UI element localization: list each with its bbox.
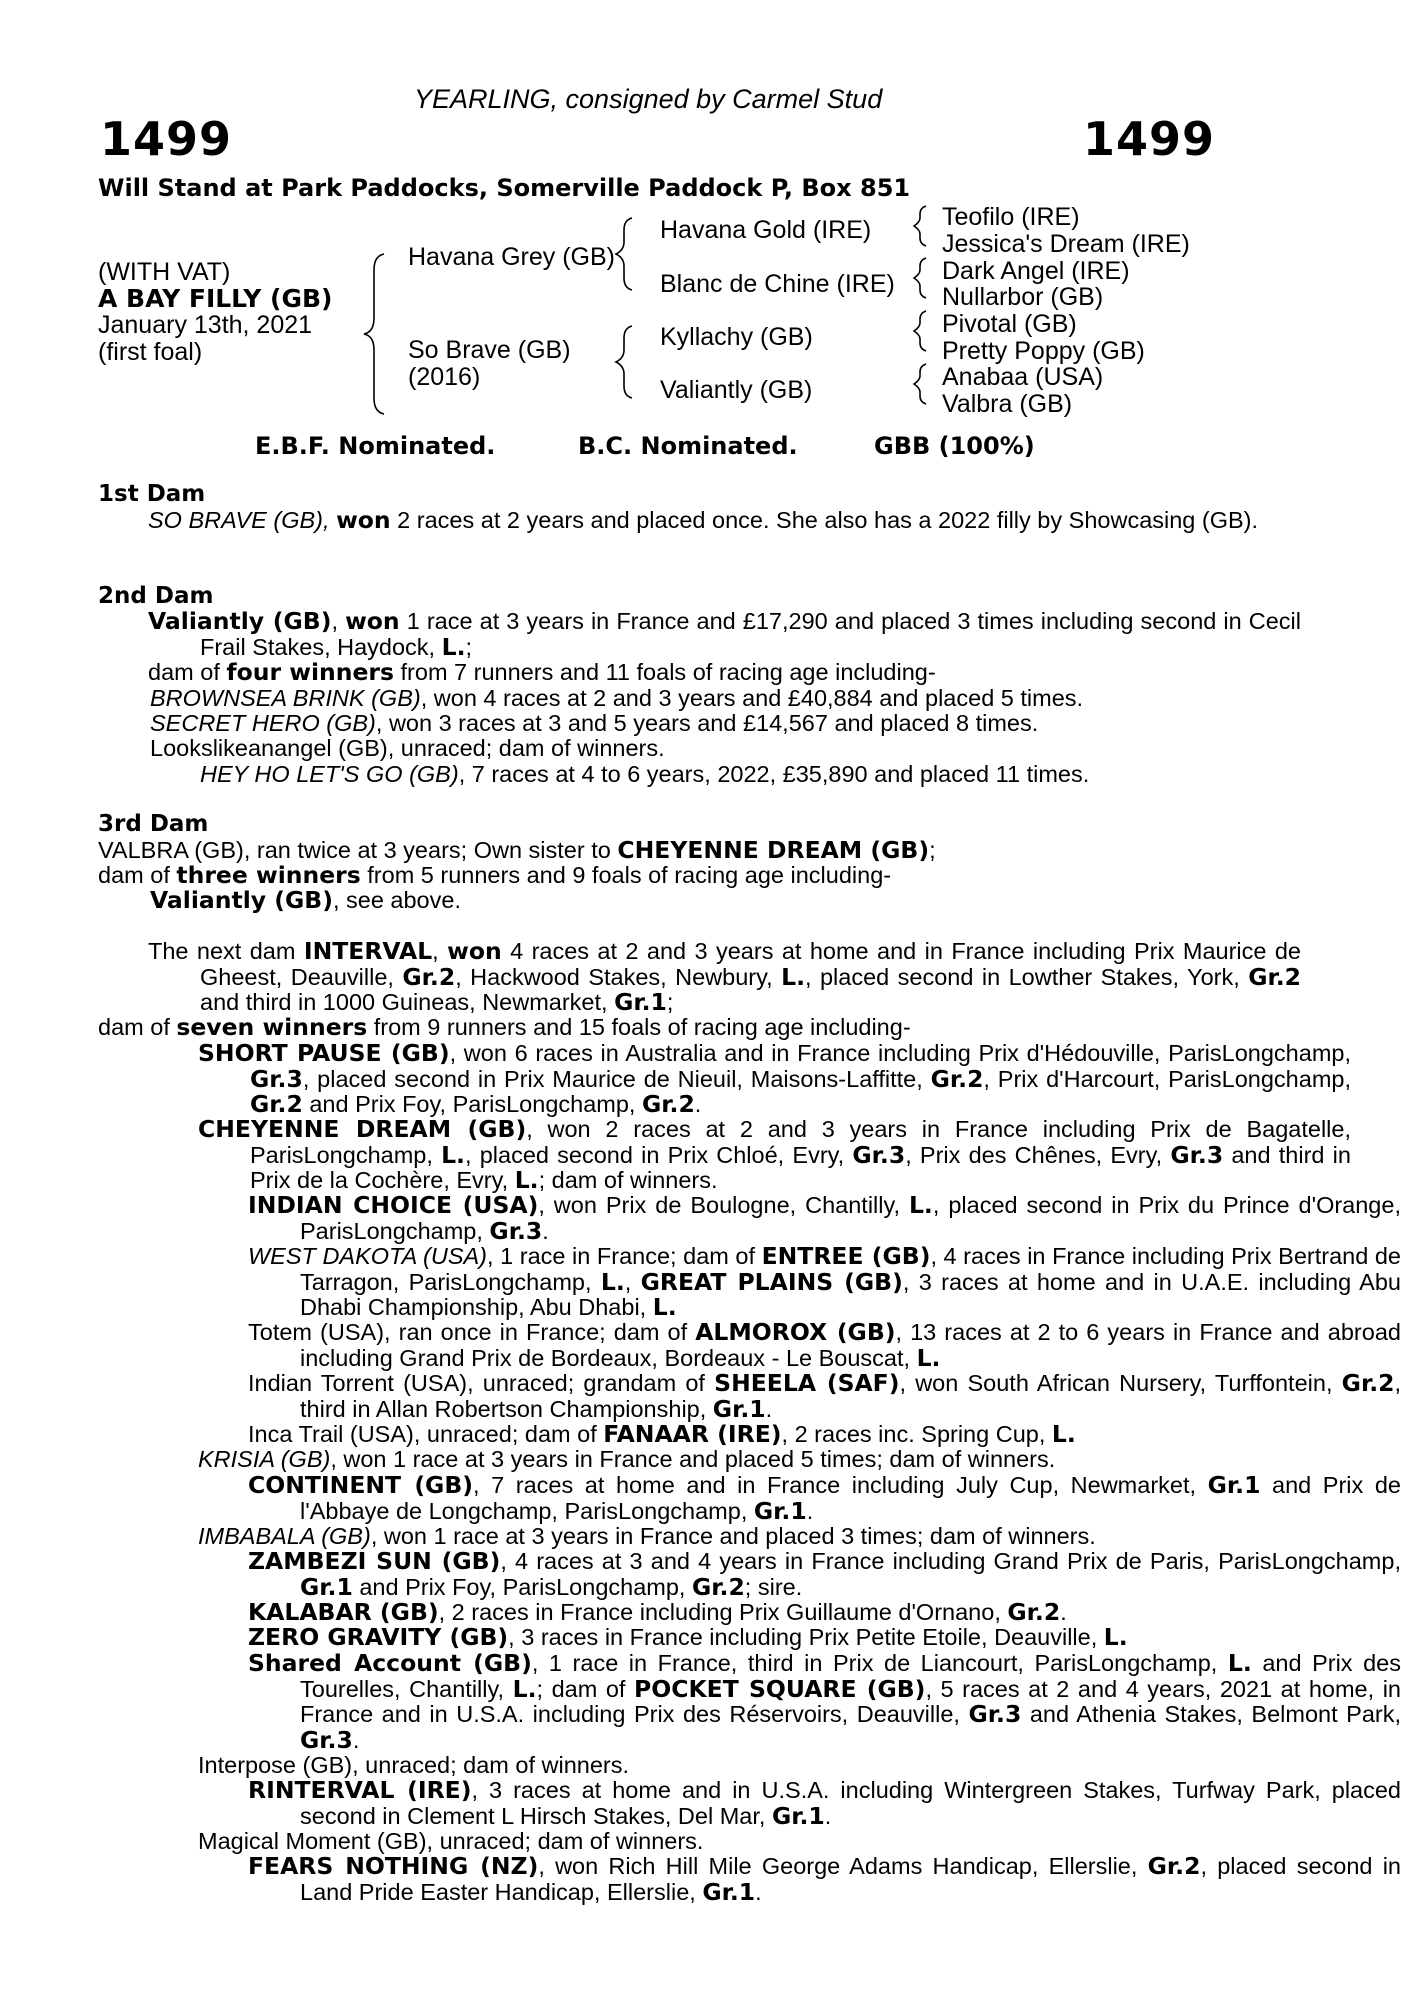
first-dam-heading: 1st Dam: [98, 481, 206, 507]
third-dam-heading: 3rd Dam: [98, 811, 209, 837]
grade: L.: [441, 1140, 465, 1169]
grade: Gr.2: [1248, 962, 1301, 991]
t: Magical Moment (GB), unraced; dam of winners.: [198, 1828, 704, 1854]
gen3-brace-1: [914, 206, 926, 246]
child-name: ENTREE (GB): [761, 1242, 931, 1270]
third-dam-child: [98, 888, 1251, 914]
t: Inca Trail (USA), unraced; dam of: [248, 1421, 604, 1447]
entry-fears-nothing: [98, 1854, 1401, 1905]
dam-of-suffix: from 9 runners and 15 foals of racing age including-: [367, 1014, 911, 1040]
t: and Prix de l'Abbaye de Longchamp, ParisLongchamp,: [300, 1472, 1401, 1524]
entry-imbabala: [98, 1524, 1351, 1550]
first-dam-detail: 2 races at 2 years and placed once. She also has a 2022 filly by Showcasing (GB).: [390, 507, 1259, 533]
third-dam-detail: VALBRA (GB), ran twice at 3 years; Own sister to: [98, 837, 618, 863]
t: and Prix Foy, ParisLongchamp,: [352, 1573, 692, 1600]
parents-brace: [364, 254, 384, 414]
t: .: [352, 1726, 360, 1753]
grade: Gr.3: [968, 1700, 1022, 1728]
entry-name: CONTINENT (GB): [248, 1471, 473, 1499]
t: , 1 race in France, third in Prix de Liancourt, ParisLongchamp,: [531, 1650, 1228, 1676]
t: , Prix d'Harcourt, ParisLongchamp,: [983, 1065, 1351, 1092]
produce-name: HEY HO LET'S GO (GB): [200, 761, 459, 787]
grade: Gr.3: [250, 1064, 303, 1093]
child-name: ALMOROX (GB): [695, 1318, 896, 1346]
gen3-brace-3: [914, 311, 926, 351]
gen3-1: Teofilo (IRE): [942, 203, 1080, 231]
produce-name: SECRET HERO (GB): [150, 710, 376, 736]
t: , 3 races at home and in U.A.E. including Abu Dhabi Championship, Abu Dhabi,: [300, 1268, 1401, 1320]
t: ;: [666, 989, 674, 1015]
child-name: SHEELA (SAF): [714, 1369, 900, 1397]
dam-of-prefix: dam of: [98, 862, 177, 888]
child-name: GREAT PLAINS (GB): [640, 1267, 903, 1296]
child-name: POCKET SQUARE (GB): [634, 1674, 926, 1703]
t: , 4 races at 3 and 4 years in France including Grand Prix de Paris, ParisLongchamp,: [500, 1548, 1401, 1574]
t: and Prix Foy, ParisLongchamp,: [302, 1091, 642, 1117]
t: , 4 races in France including Prix Bertrand de Tarragon, ParisLongchamp,: [300, 1243, 1401, 1295]
gen3-3: Dark Angel (IRE): [942, 257, 1130, 285]
sep: ,: [432, 938, 448, 964]
t: , 2 races inc. Spring Cup,: [781, 1421, 1052, 1447]
grade: Gr.3: [489, 1216, 543, 1245]
t: , placed second in Prix Maurice de Nieuil, Maisons-Laffitte,: [302, 1065, 931, 1092]
first-dam-won: won: [336, 506, 391, 534]
entry-name: RINTERVAL (IRE): [248, 1776, 472, 1804]
produce-name: BROWNSEA BRINK (GB): [150, 685, 421, 711]
t: .: [765, 1395, 773, 1422]
t: and Athenia Stakes, Belmont Park,: [1021, 1701, 1401, 1727]
t: .: [542, 1217, 549, 1244]
t: .: [806, 1497, 814, 1524]
dam-of-prefix: dam of: [148, 659, 227, 685]
vat-note: (WITH VAT): [98, 258, 231, 286]
grade: Gr.1: [702, 1877, 756, 1906]
third-dam-end: ;: [929, 837, 936, 863]
entry-magical-moment: [98, 1829, 1351, 1855]
t: , 3 races in France including Prix Petite Etoile, Deauville,: [508, 1624, 1104, 1650]
consignment-line: YEARLING, consigned by Carmel Stud: [414, 84, 883, 114]
entry-name: KALABAR (GB): [248, 1598, 439, 1626]
t: , 5 races at 2 and 4 years, 2021 at home, in France and in U.S.A. including Prix des Réservoirs, Deauville,: [300, 1675, 1401, 1727]
entry-name: INDIAN CHOICE (USA): [248, 1191, 539, 1219]
t: , placed second in Prix du Prince d'Orange, ParisLongchamp,: [300, 1192, 1401, 1244]
t: .: [694, 1091, 702, 1117]
t: Interpose (GB), unraced; dam of winners.: [198, 1752, 630, 1778]
t: , third in Allan Robertson Championship,: [300, 1370, 1401, 1422]
t: Indian Torrent (USA), unraced; grandam of: [248, 1370, 715, 1396]
grade: Gr.2: [1007, 1598, 1061, 1626]
ebf-nominated: E.B.F. Nominated.: [255, 432, 496, 460]
gen3-5: Pivotal (GB): [942, 310, 1077, 338]
entry-totem: [98, 1320, 1401, 1371]
t: , 13 races at 2 to 6 years in France and abroad including Grand Prix de Bordeaux, Bordeaux - Le Bouscat,: [300, 1319, 1401, 1371]
entry-kalabar: [98, 1600, 1401, 1626]
gen3-4: Nullarbor (GB): [942, 283, 1104, 311]
sire-sire: Havana Gold (IRE): [660, 216, 872, 244]
entry-name: SHORT PAUSE (GB): [198, 1039, 450, 1067]
gen3-6: Pretty Poppy (GB): [942, 337, 1145, 365]
entry-name: ZERO GRAVITY (GB): [248, 1623, 509, 1651]
t: , Hackwood Stakes, Newbury,: [455, 963, 782, 990]
produce-detail: , 7 races at 4 to 6 years, 2022, £35,890 and placed 11 times.: [458, 761, 1090, 787]
grade: Gr.1: [614, 988, 667, 1016]
gen3-7: Anabaa (USA): [942, 363, 1104, 391]
entry-indian-torrent: [98, 1371, 1401, 1422]
grade: L.: [916, 1343, 941, 1372]
sire-dam: Blanc de Chine (IRE): [660, 270, 895, 298]
bc-nominated: B.C. Nominated.: [578, 432, 798, 460]
t: and third in Prix de la Cochère, Evry,: [250, 1141, 1351, 1193]
third-dam-dam-of: [98, 863, 1199, 889]
grade: L.: [1051, 1420, 1076, 1448]
t: , placed second in Prix Chloé, Evry,: [464, 1141, 853, 1168]
grade: Gr.2: [930, 1064, 984, 1093]
dam: So Brave (GB): [408, 336, 571, 364]
entry-zambezi-sun: [98, 1549, 1401, 1600]
t: ,: [624, 1268, 641, 1295]
produce-detail: , won 3 races at 3 and 5 years and £14,567 and placed 8 times.: [375, 710, 1039, 736]
t: , won Prix de Boulogne, Chantilly,: [538, 1192, 909, 1218]
next-dam-prefix: The next dam: [148, 938, 304, 964]
grade: L.: [600, 1267, 625, 1296]
second-dam-detail: 1 race at 3 years in France and £17,290 and placed 3 times including second in Cecil Frail Stakes, Haydock,: [200, 608, 1301, 660]
grade: Gr.3: [1170, 1140, 1224, 1169]
t: , won 1 race at 3 years in France and placed 3 times; dam of winners.: [370, 1523, 1096, 1549]
t: , 3 races at home and in U.S.A. including Wintergreen Stakes, Turfway Park, placed second in Clement L Hirsch Stakes, Del Mar,: [300, 1777, 1401, 1829]
t: ; sire.: [744, 1573, 803, 1600]
grade: L.: [1227, 1649, 1252, 1677]
entry-continent: [98, 1473, 1401, 1524]
sister-name: CHEYENNE DREAM (GB): [617, 836, 930, 864]
grade: L.: [1103, 1623, 1128, 1651]
second-dam-listed: L.: [441, 632, 466, 661]
entry-name: ZAMBEZI SUN (GB): [248, 1547, 501, 1575]
produce-brownsea: [98, 686, 1251, 712]
gen3-2: Jessica's Dream (IRE): [942, 230, 1190, 258]
first-dam-name: SO BRAVE (GB),: [148, 507, 330, 533]
t: .: [755, 1878, 762, 1905]
third-dam-text: [98, 838, 1199, 864]
t: ; dam of winners.: [538, 1167, 718, 1193]
next-dam-text: [98, 939, 1301, 1016]
grade: Gr.2: [402, 962, 456, 991]
dam-sire: Kyllachy (GB): [660, 323, 813, 351]
entry-zero-gravity: [98, 1625, 1401, 1651]
t: .: [1060, 1599, 1067, 1625]
sire-brace: [616, 218, 632, 290]
gen3-brace-2: [914, 258, 926, 298]
produce-name: Lookslikeanangel (GB), unraced; dam of winners.: [150, 735, 665, 761]
produce-secret-hero: [98, 711, 1251, 737]
dam-brace: [616, 326, 632, 398]
grade: L.: [514, 1166, 539, 1194]
next-dam-dam-of: [98, 1015, 1199, 1041]
t: , 2 races in France including Prix Guillaume d'Ornano,: [438, 1599, 1008, 1625]
grade: Gr.1: [1207, 1471, 1261, 1499]
child-detail: , see above.: [332, 887, 461, 913]
gen3-brace-4: [914, 364, 926, 404]
horse-name: A BAY FILLY (GB): [98, 284, 333, 313]
next-dam-name: INTERVAL: [303, 937, 433, 965]
first-dam-text: [98, 508, 1301, 534]
dam-of-prefix: dam of: [98, 1014, 177, 1040]
grade: Gr.2: [250, 1090, 303, 1118]
t: , won Rich Hill Mile George Adams Handicap, Ellerslie,: [538, 1853, 1148, 1879]
dam-of-suffix: from 5 runners and 9 foals of racing age including-: [360, 862, 892, 888]
grade: Gr.3: [300, 1725, 353, 1754]
grade: Gr.1: [712, 1394, 766, 1423]
lot-number-right: 1499: [1083, 112, 1216, 166]
second-dam-text: Valiantly (GB), won 1 race at 3 years in France and £17,290 and placed 3 times including second in Cecil Frail Stakes, Haydock, L.;: [148, 607, 1301, 661]
t: , placed second in Land Pride Easter Handicap, Ellerslie,: [300, 1853, 1401, 1905]
t: and third in 1000 Guineas, Newmarket,: [200, 989, 615, 1015]
horse-dob: January 13th, 2021: [98, 311, 313, 339]
t: , won 1 race at 3 years in France and placed 5 times; dam of winners.: [330, 1446, 1056, 1472]
entry-krisia: [98, 1447, 1351, 1473]
grade: Gr.1: [300, 1572, 353, 1601]
next-dam-won: won: [447, 937, 502, 965]
lot-number-left: 1499: [100, 112, 233, 166]
horse-note: (first foal): [98, 338, 203, 366]
grade: L.: [512, 1674, 537, 1703]
entry-inca-trail: [98, 1422, 1401, 1448]
entry-name: KRISIA (GB): [198, 1446, 331, 1472]
produce-lookslikeanangel: [98, 736, 1251, 762]
entry-cheyenne-dream: [98, 1117, 1351, 1194]
t: , won 2 races at 2 and 3 years in France including Prix de Bagatelle, ParisLongchamp,: [250, 1116, 1351, 1168]
grade: Gr.2: [641, 1090, 695, 1118]
entry-indian-choice: [98, 1193, 1401, 1244]
grade: Gr.3: [852, 1140, 906, 1169]
entry-rinterval: [98, 1778, 1401, 1829]
t: 4 races at 2 and 3 years at home and in France including Prix Maurice de Gheest, Deauville,: [200, 938, 1301, 990]
t: ; dam of: [536, 1675, 634, 1702]
entry-name: CHEYENNE DREAM (GB): [198, 1115, 527, 1143]
t: , 7 races at home and in France including July Cup, Newmarket,: [473, 1472, 1208, 1498]
grade: Gr.1: [771, 1801, 825, 1830]
grade: L.: [908, 1191, 933, 1219]
second-dam-end: ;: [465, 633, 473, 660]
second-dam-name: Valiantly (GB): [148, 607, 332, 635]
entry-name: Shared Account (GB): [248, 1649, 532, 1677]
dam-of-suffix: from 7 runners and 11 foals of racing age including-: [394, 659, 936, 685]
second-dam-heading: 2nd Dam: [98, 583, 214, 609]
location-line: Will Stand at Park Paddocks, Somerville Paddock P, Box 851: [98, 174, 911, 202]
entry-name: WEST DAKOTA (USA): [248, 1243, 488, 1269]
t: , 1 race in France; dam of: [487, 1243, 762, 1269]
grade: L.: [781, 962, 805, 991]
child-name: Valiantly (GB): [150, 886, 333, 914]
dam-dam: Valiantly (GB): [660, 376, 813, 404]
grade: L.: [652, 1293, 677, 1321]
child-name: FANAAR (IRE): [603, 1420, 782, 1448]
produce-hey-ho: [98, 762, 1301, 788]
t: and Prix des Tourelles, Chantilly,: [300, 1650, 1401, 1702]
entry-interpose: [98, 1753, 1351, 1779]
entry-short-pause: [98, 1041, 1351, 1118]
produce-detail: , won 4 races at 2 and 3 years and £40,884 and placed 5 times.: [420, 685, 1084, 711]
grade: Gr.2: [1147, 1852, 1201, 1880]
t: , won 6 races in Australia and in France including Prix d'Hédouville, ParisLongchamp,: [449, 1040, 1351, 1066]
t: , won South African Nursery, Turffontein,: [899, 1370, 1342, 1396]
grade: Gr.1: [753, 1496, 807, 1525]
grade: Gr.2: [691, 1572, 745, 1601]
second-dam-won: won: [345, 607, 400, 635]
t: .: [824, 1802, 832, 1829]
winners-count: three winners: [176, 861, 361, 889]
t: , Prix des Chênes, Evry,: [905, 1141, 1171, 1168]
gbb-badge: GBB (100%): [874, 432, 1035, 460]
grade: Gr.2: [1341, 1369, 1395, 1397]
t: , placed second in Lowther Stakes, York,: [805, 963, 1249, 990]
winners-count: seven winners: [176, 1013, 368, 1041]
winners-count: four winners: [226, 658, 394, 686]
t: Totem (USA), ran once in France; dam of: [248, 1319, 696, 1345]
entry-name: IMBABALA (GB): [198, 1523, 371, 1549]
entry-west-dakota: [98, 1244, 1401, 1321]
sire: Havana Grey (GB): [408, 243, 616, 271]
entry-name: FEARS NOTHING (NZ): [248, 1852, 539, 1880]
gen3-8: Valbra (GB): [942, 390, 1073, 418]
dam-year: (2016): [408, 363, 481, 391]
entry-shared-account: [98, 1651, 1401, 1753]
second-dam-dam-of: [98, 660, 1301, 686]
